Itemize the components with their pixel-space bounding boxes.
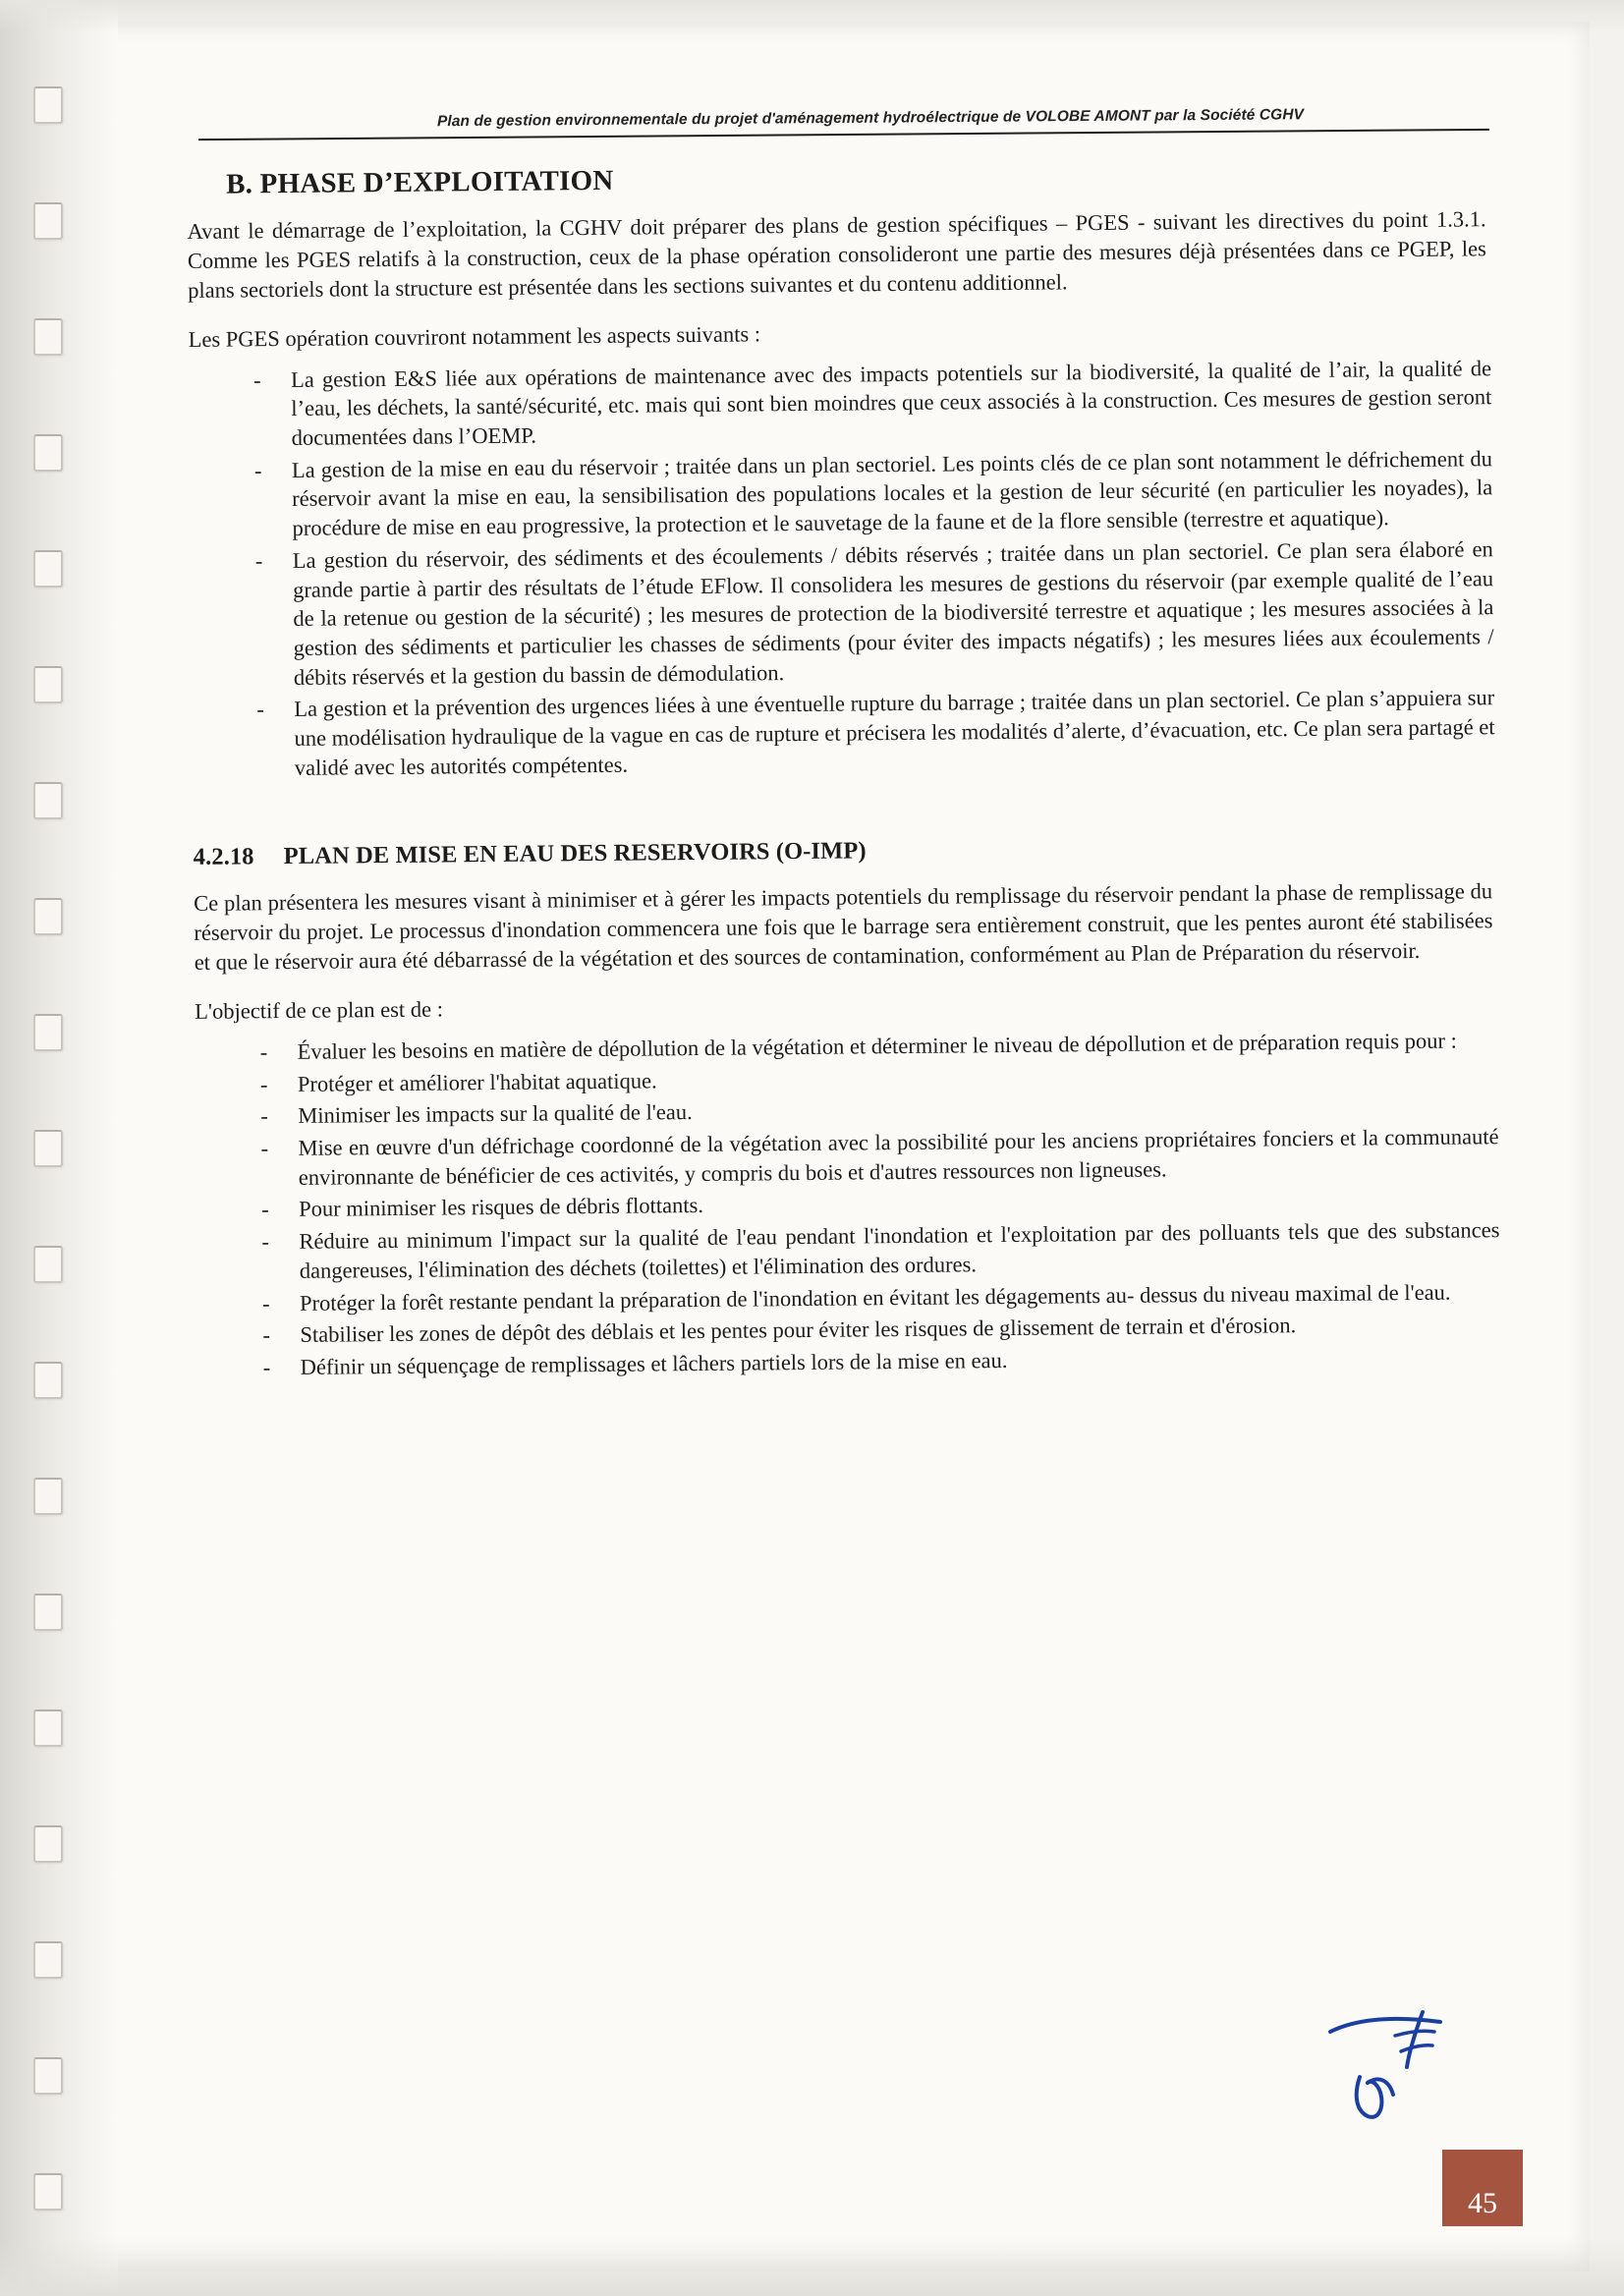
list-item: - Définir un séquençage de remplissages et lâchers partiels lors de la mise en eau. xyxy=(238,1341,1501,1382)
list-item: - Minimiser les impacts sur la qualité de l'eau. xyxy=(235,1091,1498,1132)
page-content xyxy=(183,106,1500,1401)
section-4218-objective-leadin: L'objectif de ce plan est de : xyxy=(195,996,444,1024)
section-b-intro-paragraph: Avant le démarrage de l’exploitation, la CGHV doit préparer des plans de gestion spécifiques – PGES - suivant les directives du point 1.3.1. Comme les PGES relatifs à la construction, ceux de la phase opération consolideront une partie des mesures déjà présentées dans ce PGEP, les plans sectoriels dont la structure est présentée dans les sections suivantes et du contenu additionnel. xyxy=(187,206,1486,303)
document-body xyxy=(183,156,1501,1382)
punch-hole xyxy=(33,782,63,819)
punch-hole xyxy=(33,318,63,356)
list-item: - Protéger et améliorer l'habitat aquatique. xyxy=(235,1058,1498,1099)
section-4218-bullet-list xyxy=(191,1026,1500,1382)
scan-shadow-top xyxy=(0,0,1624,33)
section-b-bullet-list xyxy=(185,354,1495,783)
punch-hole xyxy=(33,898,63,935)
list-item: - Protéger la forêt restante pendant la préparation de l'inondation en évitant les dégagements au- dessus du niveau maximal de l'eau. xyxy=(237,1277,1500,1318)
punch-hole xyxy=(33,1246,63,1283)
section-4218-paragraph-1: Ce plan présentera les mesures visant à minimiser et à gérer les impacts potentiels du remplissage du réservoir pendant la phase de remplissage du réservoir du projet. Le processus d'inondation commencera une fois que le barrage sera entièrement construit, que les pentes auront été stabilisées et que le réservoir aura été débarrassé de la végétation et des sources de contamination, conformément au Plan de Préparation du réservoir. xyxy=(194,878,1493,976)
list-item: - Pour minimiser les risques de débris flottants. xyxy=(236,1184,1499,1225)
section-heading-b: B. PHASE D’EXPLOITATION xyxy=(225,164,614,200)
list-item: - La gestion E&S liée aux opérations de maintenance avec des impacts potentiels sur la biodiversité, la qualité de l’air, la qualité de l’eau, les déchets, la santé/sécurité, etc. mais qui sont bien moindres que ceux associés à la construction. Ces mesures de gestion seront documentées dans l’OEMP. xyxy=(228,354,1492,453)
punch-hole xyxy=(33,86,63,124)
punch-hole xyxy=(33,1478,63,1515)
punch-hole xyxy=(33,1130,63,1167)
punch-hole xyxy=(33,666,63,703)
list-item: - La gestion et la prévention des urgences liées à une éventuelle rupture du barrage ; traitée dans un plan sectoriel. Ce plan s’appuiera sur une modélisation hydraulique de la vague en cas de rupture et précisera les modalités d’alerte, d’évacuation, etc. Ce plan sera partagé et validé avec les autorités compétentes. xyxy=(231,683,1495,782)
list-item: - La gestion de la mise en eau du réservoir ; traitée dans un plan sectoriel. Les points clés de ce plan sont notamment le défrichement du réservoir avant la mise en eau, la sensibilisation des populations locales et la gestion de leur sécurité (en particulier les noyades), la procédure de mise en eau progressive, la protection et le sauvetage de la faune et de la flore sensible (terrestre et aquatique). xyxy=(229,444,1493,543)
scan-shadow-bottom xyxy=(0,2237,1624,2296)
punch-hole xyxy=(33,1362,63,1399)
list-item: - Évaluer les besoins en matière de dépollution de la végétation et déterminer le niveau de dépollution et de préparation requis pour : xyxy=(234,1026,1497,1067)
punch-hole xyxy=(33,1825,63,1863)
list-item: - Réduire au minimum l'impact sur la qualité de l'eau pendant l'inondation et l'exploitation par des polluants tels que des substances dangereuses, l'élimination des déchets (toilettes) et l'élimination des ordures. xyxy=(236,1215,1500,1286)
list-item: - Mise en œuvre d'un défrichage coordonné de la végétation avec la possibilité pour les anciens propriétaires fonciers et la communauté environnante de bénéficier de ces activités, y compris du bois et d'autres ressources non ligneuses. xyxy=(235,1122,1499,1193)
list-item: - La gestion du réservoir, des sédiments et des écoulements / débits réservés ; traitée dans un plan sectoriel. Ce plan sera élaboré en grande partie à partir des résultats de l’étude EFlow. Il consolidera les mesures de gestions du réservoir (par exemple qualité de l’eau de la retenue ou gestion de la sécurité) ; les mesures de protection de la biodiversité terrestre et aquatique ; les mesures associées à la gestion des sédiments et particulier les chasses de sédiments (pour éviter des impacts négatifs) ; les mesures liées aux écoulements / débits réservés et la gestion du bassin de démodulation. xyxy=(230,534,1494,693)
punch-hole xyxy=(33,1941,63,1979)
punch-hole xyxy=(33,1594,63,1631)
binder-punch-holes xyxy=(33,86,73,2209)
section-number: 4.2.18 xyxy=(193,843,254,871)
section-title-text: PLAN DE MISE EN EAU DES RESERVOIRS (O-IMP) xyxy=(283,837,867,870)
punch-hole xyxy=(33,2173,63,2211)
running-header: Plan de gestion environnementale du projet d'aménagement hydroélectrique de VOLOBE AMONT par la Société CGHV xyxy=(436,106,1305,131)
handwritten-signature xyxy=(1324,2006,1472,2124)
list-item: - Stabiliser les zones de dépôt des déblais et les pentes pour éviter les risques de glissement de terrain et d'érosion. xyxy=(237,1309,1500,1350)
punch-hole xyxy=(33,550,63,588)
punch-hole xyxy=(33,1014,63,1051)
punch-hole xyxy=(33,202,63,240)
punch-hole xyxy=(33,434,63,472)
punch-hole xyxy=(33,2057,63,2095)
page-number-badge: 45 xyxy=(1442,2150,1523,2226)
section-b-leadin: Les PGES opération couvriront notamment les aspects suivants : xyxy=(188,321,761,352)
punch-hole xyxy=(33,1709,63,1747)
section-heading-4-2-18 xyxy=(190,832,1496,872)
